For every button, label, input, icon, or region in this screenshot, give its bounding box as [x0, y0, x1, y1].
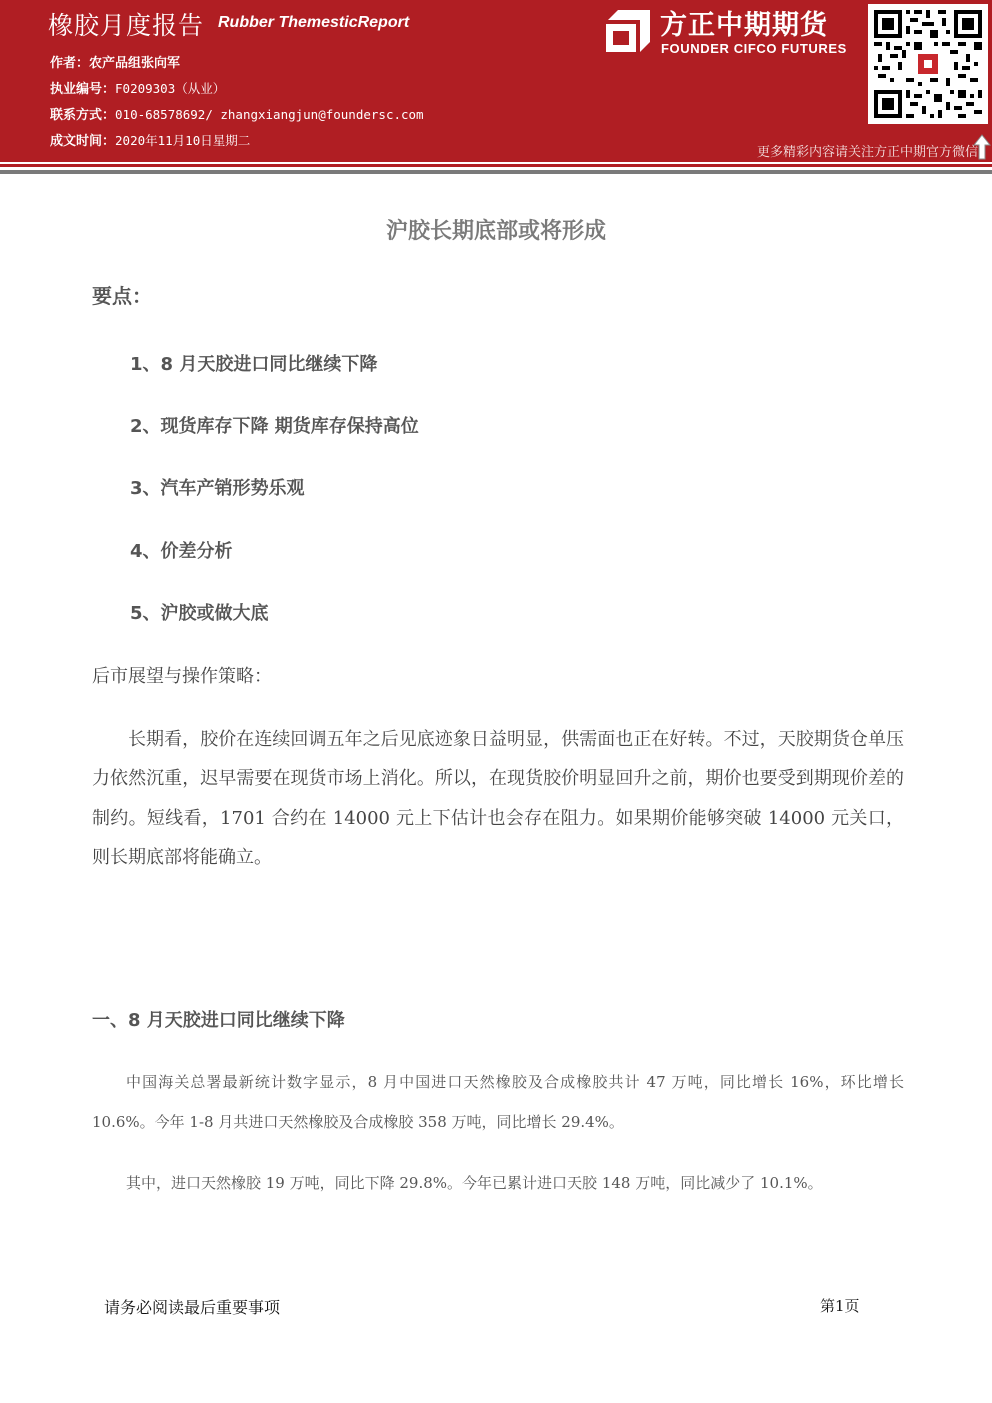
outlook-paragraph: 长期看，胶价在连续回调五年之后见底迹象日益明显，供需面也正在好转。不过，天胶期货仓单压力依然沉重，迟早需要在现货市场上消化。所以，在现货胶价明显回升之前，期价也要受到期现价差的制约。短线看，1701 合约在 14000 元上下估计也会存在阻力。如果期价能够突破 14000 元关口，则长期底部将能确立。	[92, 729, 904, 868]
date-label: 成文时间：	[50, 134, 116, 149]
keypoints-heading: 要点：	[92, 284, 152, 308]
author-line	[50, 52, 180, 71]
keypoint-item: 2、现货库存下降 期货库存保持高位	[130, 416, 419, 437]
keypoint-item: 5、沪胶或做大底	[130, 603, 269, 624]
keypoint-item: 1、8 月天胶进口同比继续下降	[130, 354, 378, 375]
report-title: 橡胶月度报告	[48, 11, 205, 40]
author-value: 农产品组张向军	[89, 56, 181, 71]
keypoint-item: 3、汽车产销形势乐观	[130, 478, 305, 499]
page-number: 第1页	[820, 1297, 860, 1315]
follow-wechat-text: 更多精彩内容请关注方正中期官方微信	[756, 145, 978, 160]
footer-notice: 请务必阅读最后重要事项	[104, 1298, 281, 1317]
license-label: 执业编号：	[50, 82, 116, 97]
wechat-qr-code	[868, 4, 988, 124]
keypoint-item: 4、价差分析	[130, 541, 233, 562]
brand-name-cn: 方正中期期货	[660, 10, 828, 41]
arrow-up-icon	[973, 134, 991, 160]
date-line	[50, 130, 250, 149]
report-subtitle: Rubber ThemesticReport	[218, 14, 410, 31]
header-rule-red	[0, 164, 992, 167]
license-line	[50, 78, 225, 97]
founder-logo-icon	[604, 8, 652, 54]
contact-label: 联系方式：	[50, 108, 116, 123]
header-rule-gray	[0, 170, 992, 174]
outlook-heading: 后市展望与操作策略：	[92, 666, 272, 687]
document-title: 沪胶长期底部或将形成	[385, 219, 606, 244]
section-heading: 一、8 月天胶进口同比继续下降	[92, 1010, 345, 1031]
brand-name-en: FOUNDER CIFCO FUTURES	[661, 41, 847, 56]
header-banner	[0, 0, 992, 162]
author-label: 作者：	[50, 56, 90, 71]
section-paragraph: 中国海关总署最新统计数字显示，8 月中国进口天然橡胶及合成橡胶共计 47 万吨，同比增长 16%，环比增长 10.6%。今年 1-8 月共进口天然橡胶及合成橡胶 358 万吨，同比增长 29.4%。	[92, 1073, 904, 1131]
contact-value: 010-68578692/ zhangxiangjun@foundersc.com	[115, 107, 424, 122]
date-value: 2020年11月10日星期二	[115, 133, 251, 148]
contact-line	[50, 104, 424, 123]
section-paragraph: 其中，进口天然橡胶 19 万吨，同比下降 29.8%。今年已累计进口天胶 148 万吨，同比减少了 10.1%。	[126, 1174, 823, 1192]
license-value: F0209303（从业）	[115, 81, 226, 96]
